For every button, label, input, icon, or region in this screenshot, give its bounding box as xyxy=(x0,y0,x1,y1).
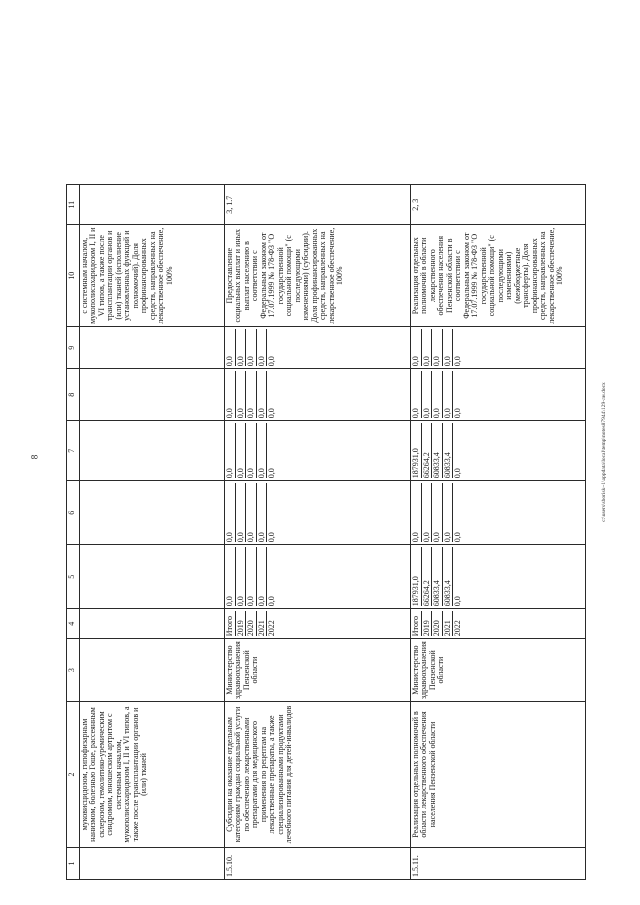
amount-cell-8 xyxy=(411,369,586,421)
amount: 0,0 xyxy=(236,371,247,418)
amount: 0,0 xyxy=(225,371,236,418)
year: Итого xyxy=(225,611,236,636)
amount-cell-5 xyxy=(411,545,586,609)
amount-cell-7 xyxy=(411,421,586,481)
cell xyxy=(80,327,225,369)
amount: 0,0 xyxy=(411,329,422,366)
amount: 0,0 xyxy=(432,371,443,418)
table-row xyxy=(411,185,586,880)
amount: 0,0 xyxy=(267,468,276,479)
cell xyxy=(80,369,225,421)
amount: 0,0 xyxy=(453,596,462,607)
links-cell: 3, 1.7 xyxy=(225,185,411,225)
amount: 187931,0 xyxy=(411,547,422,606)
file-path-footer: c:\users\sborisk~1\appdata\local\temp\notes87944\129-лн.docx xyxy=(601,382,607,522)
amount: 0,0 xyxy=(432,329,443,366)
row-number: 1.5.10. xyxy=(225,848,411,880)
amount: 0,0 xyxy=(267,532,276,543)
amount: 0,0 xyxy=(236,547,247,606)
year: 2022 xyxy=(267,620,276,637)
activity-name: Субсидии на оказание отдельным категориям граждан социальной услуги по обеспечению лекарственными препаратами для медицинского применения по рецептам на лекарственные препараты, а также специализированными продуктами лечебного питания для детей-инвалидов xyxy=(225,702,411,848)
amount-cell-7 xyxy=(225,421,411,481)
amount: 0,0 xyxy=(411,371,422,418)
amount: 0,0 xyxy=(225,329,236,366)
amount: 60833,4 xyxy=(443,423,454,478)
cell xyxy=(80,481,225,545)
col-header: 9 xyxy=(67,327,80,369)
program-activities-table xyxy=(66,184,586,880)
cell xyxy=(80,848,225,880)
years-cell xyxy=(411,609,586,639)
col-header: 2 xyxy=(67,702,80,848)
amount: 0,0 xyxy=(432,483,443,542)
amount: 0,0 xyxy=(267,596,276,607)
years-cell xyxy=(225,609,411,639)
amount: 0,0 xyxy=(236,423,247,478)
activity-name: мукополисахаридозом I, II и VI типов, а также после трансплантации органов и (или) тканей xyxy=(122,706,149,843)
amount: 0,0 xyxy=(257,483,268,542)
amount: 0,0 xyxy=(267,408,276,419)
amount: 0,0 xyxy=(246,329,257,366)
col-header: 7 xyxy=(67,421,80,481)
amount: 0,0 xyxy=(453,356,462,367)
amount: 66264,2 xyxy=(422,423,433,478)
cell xyxy=(80,185,225,225)
amount: 0,0 xyxy=(411,483,422,542)
amount: 0,0 xyxy=(236,329,247,366)
amount: 0,0 xyxy=(422,371,433,418)
year: 2022 xyxy=(453,620,462,637)
amount: 0,0 xyxy=(422,329,433,366)
year: 2019 xyxy=(422,611,433,636)
col-header: 6 xyxy=(67,481,80,545)
amount: 187931,0 xyxy=(411,423,422,478)
amount: 0,0 xyxy=(453,408,462,419)
executor: Министерство здравоохранения Пензенской области xyxy=(411,639,586,702)
year: 2021 xyxy=(443,611,454,636)
amount: 0,0 xyxy=(453,468,462,479)
amount: 0,0 xyxy=(443,329,454,366)
executor: Министерство здравоохранения Пензенской области xyxy=(225,639,411,702)
amount: 0,0 xyxy=(443,371,454,418)
amount: 0,0 xyxy=(443,483,454,542)
cell xyxy=(80,609,225,639)
amount: 0,0 xyxy=(246,483,257,542)
result-cell: с системным началом, мукополисахаридозом I, II и VI типов, а также после трансплантации органов и (или) тканей (исполнение установленных функций и полномочий). Доля профинансированных средств, направленных на лекарственное обеспечение, 100% xyxy=(80,225,225,327)
cell xyxy=(80,545,225,609)
cell xyxy=(80,639,225,702)
cell xyxy=(80,421,225,481)
amount: 0,0 xyxy=(225,423,236,478)
row-number: 1.5.11. xyxy=(411,848,586,880)
amount: 0,0 xyxy=(246,547,257,606)
year: 2019 xyxy=(236,611,247,636)
col-header: 8 xyxy=(67,369,80,421)
activity-name: Реализация отдельных полномочий в области лекарственного обеспечения населения Пензенской области xyxy=(411,702,586,848)
carry-over-row xyxy=(80,185,225,880)
result-cell: Предоставление социальных выплат и иных выплат населению в соответствии с Федеральным законом от 17.07.1999 № 178-ФЗ "О государственной социальной помощи" (с последующими изменениями) (субсидии). Доля профинансированных средств, направленных на лекарственное обеспечение, 100% xyxy=(225,225,411,327)
amount-cell-8 xyxy=(225,369,411,421)
amount-cell-5 xyxy=(225,545,411,609)
result-cell: Реализация отдельных полномочий в области лекарственного обеспечения населения Пензенской области в соответствии с Федеральным законом от 17.07.1999 № 178-ФЗ "О государственной социальной помощи" (с последующими изменениями) (межбюджетные трансферты). Доля профинансированных средств, направленных на лекарственное обеспечение, 100% xyxy=(411,225,586,327)
amount: 0,0 xyxy=(257,329,268,366)
amount-cell-9 xyxy=(225,327,411,369)
col-header: 1 xyxy=(67,848,80,880)
amount-cell-6 xyxy=(225,481,411,545)
amount: 0,0 xyxy=(225,547,236,606)
amount-cell-6 xyxy=(411,481,586,545)
col-header: 3 xyxy=(67,639,80,702)
amount: 0,0 xyxy=(267,356,276,367)
year: 2020 xyxy=(246,611,257,636)
amount: 0,0 xyxy=(453,532,462,543)
col-header: 5 xyxy=(67,545,80,609)
amount: 0,0 xyxy=(257,547,268,606)
activity-name-prefix: муковисцидозом, гипофизарным нанизмом, болезнью Гоше, рассеянным склерозом, гемолитико-уремическим синдромом, юношеским артритом с системным началом, xyxy=(80,707,123,842)
amount: 66264,2 xyxy=(422,547,433,606)
year: 2020 xyxy=(432,611,443,636)
amount: 0,0 xyxy=(257,371,268,418)
amount: 0,0 xyxy=(246,423,257,478)
col-header: 11 xyxy=(67,185,80,225)
amount: 0,0 xyxy=(236,483,247,542)
amount-cell-9 xyxy=(411,327,586,369)
amount: 60833,4 xyxy=(432,423,443,478)
amount: 0,0 xyxy=(422,483,433,542)
amount: 0,0 xyxy=(225,483,236,542)
links-cell: 2, 3 xyxy=(411,185,586,225)
table-row xyxy=(225,185,411,880)
activity-name-cell xyxy=(80,702,225,848)
amount: 60833,4 xyxy=(432,547,443,606)
year: Итого xyxy=(411,611,422,636)
amount: 60833,4 xyxy=(443,547,454,606)
year: 2021 xyxy=(257,611,268,636)
col-header: 4 xyxy=(67,609,80,639)
col-header: 10 xyxy=(67,225,80,327)
column-number-row xyxy=(67,185,80,880)
amount: 0,0 xyxy=(257,423,268,478)
page-number: 8 xyxy=(29,454,40,460)
amount: 0,0 xyxy=(246,371,257,418)
